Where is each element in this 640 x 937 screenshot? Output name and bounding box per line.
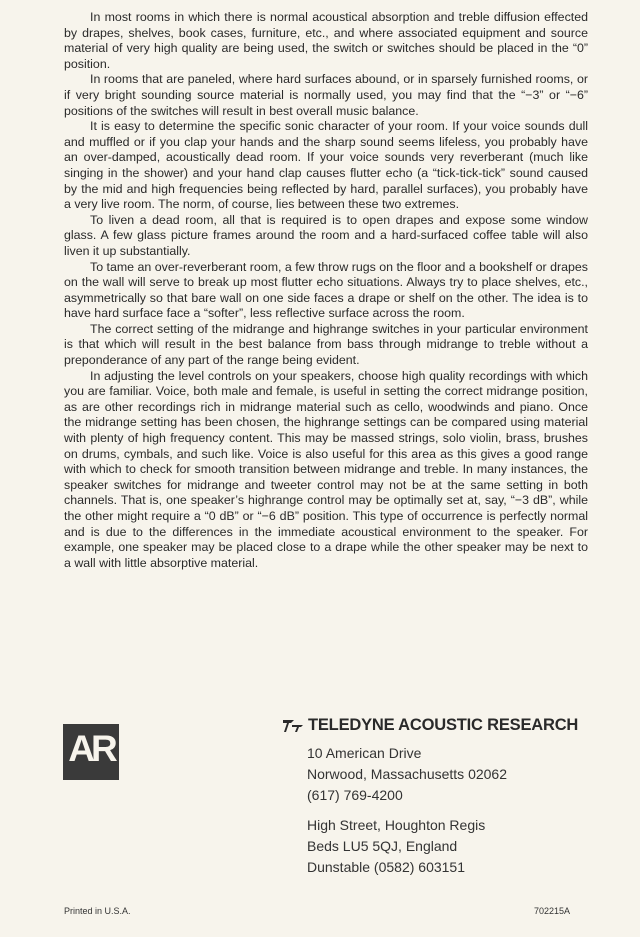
paragraph: In rooms that are paneled, where hard surfaces abound, or in sparsely furnished rooms, or if very bright sounding source material is normally used, you may find that the “−3” or “−6” positions of the switches will result in best overall music balance. — [64, 72, 588, 118]
address-line: Beds LU5 5QJ, England — [307, 838, 458, 854]
printed-note: Printed in U.S.A. — [64, 906, 131, 916]
paragraph: To tame an over-reverberant room, a few throw rugs on the floor and a bookshelf or drapes on the wall will serve to break up most flutter echo situations. Always try to place shelves, etc., asymmetrically so that bare wall on one side faces a drape or shelf on the other. The idea is to have hard surface face a “softer”, less reflective surface across the room. — [64, 259, 588, 321]
body-text — [64, 10, 588, 571]
address-us — [307, 743, 507, 806]
address-uk — [307, 815, 485, 878]
company-name — [283, 716, 578, 735]
ar-logo-text: AR — [68, 728, 114, 769]
address-line: High Street, Houghton Regis — [307, 817, 486, 833]
paragraph: It is easy to determine the specific sonic character of your room. If your voice sounds dull and muffled or if you clap your hands and the sharp sound seems lifeless, you probably have an over-damped, acoustically dead room. If your voice sounds very reverberant (much like singing in the shower) and your hand clap causes flutter echo (a “tick-tick-tick” sound caused by the mid and high frequencies being reflected by hard, parallel surfaces), you probably have a very live room. The norm, of course, lies between these two extremes. — [64, 119, 588, 212]
paragraph: In most rooms in which there is normal acoustical absorption and treble diffusion effected by drapes, shelves, book cases, furniture, etc., and where associated equipment and source material of very high quality are being used, the switch or switches should be placed in the “0” position. — [64, 10, 588, 71]
paragraph: In adjusting the level controls on your speakers, choose high quality recordings with which you are familiar. Voice, both male and female, is useful in setting the correct midrange position, as are other recordings rich in midrange material such as cello, woodwinds and piano. Once the midrange setting has been chosen, the highrange settings can be compared using material with plenty of high frequency content. This may be massed strings, solo violin, brass, brushes on drums, cymbals, and such like. Voice is also useful for this area as this gives a good range with which to check for smooth transition between midrange and treble. In many instances, the speaker switches for midrange and tweeter control may not be at the same setting in both channels. That is, one speaker’s highrange control may be optimally set at, say, “−3 dB”, while the other might require a “0 dB” or “−6 dB” position. This type of occurrence is perfectly normal and is due to the differences in the immediate acoustical environment to the speaker. For example, one speaker may be placed close to a drape while the other speaker may be next to a wall with little absorptive material. — [64, 368, 588, 570]
address-line: (617) 769-4200 — [307, 787, 403, 803]
paragraph: To liven a dead room, all that is required is to open drapes and expose some window glass. A few glass picture frames around the room and a hard-surfaced coffee table will also liven it up substantially. — [64, 212, 588, 258]
address-line: Norwood, Massachusetts 02062 — [307, 766, 507, 782]
teledyne-logo-icon — [283, 719, 305, 733]
document-code: 702215A — [534, 906, 571, 916]
company-label: TELEDYNE ACOUSTIC RESEARCH — [308, 716, 579, 734]
address-line: 10 American Drive — [307, 745, 422, 761]
address-line: Dunstable (0582) 603151 — [307, 859, 466, 875]
ar-logo — [63, 724, 119, 780]
paragraph: The correct setting of the midrange and highrange switches in your particular environment is that which will result in the best balance from bass through midrange to treble without a preponderance of any part of the range being evident. — [64, 321, 588, 368]
